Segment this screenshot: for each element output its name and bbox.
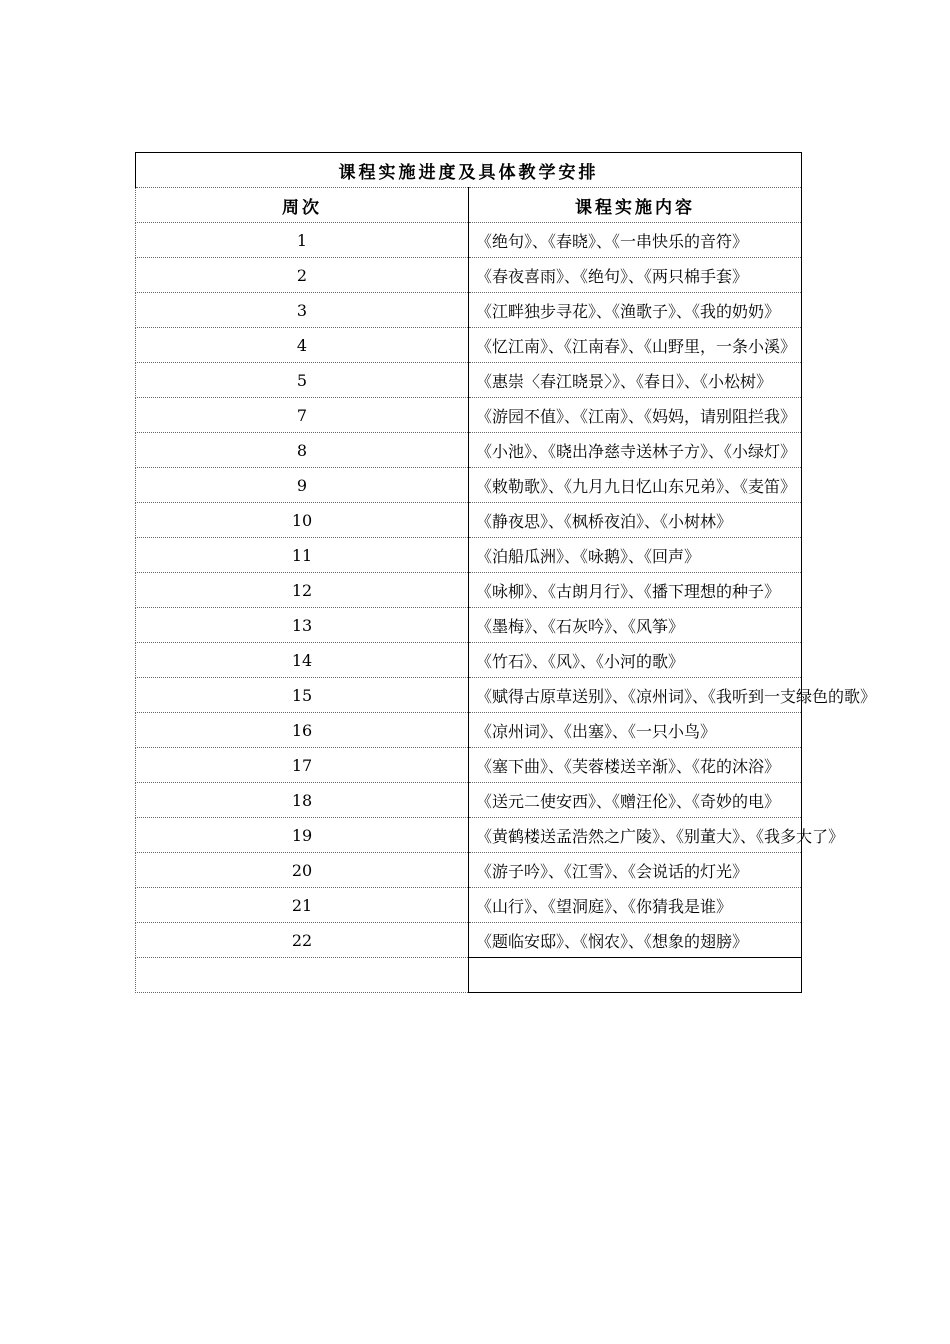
table-row — [136, 258, 802, 293]
schedule-table — [135, 152, 877, 993]
content-cell: 《赋得古原草送别》、《凉州词》、《我听到一支绿色的歌》 — [469, 678, 802, 713]
week-cell: 10 — [136, 503, 469, 538]
content-cell: 《竹石》、《风》、《小河的歌》 — [469, 643, 802, 678]
table-row — [136, 398, 802, 433]
content-cell: 《凉州词》、《出塞》、《一只小鸟》 — [469, 713, 802, 748]
table-row — [136, 748, 802, 783]
table-row — [136, 328, 802, 363]
table-row — [136, 818, 802, 853]
table-row — [136, 958, 802, 993]
week-cell: 5 — [136, 363, 469, 398]
table-row — [136, 853, 802, 888]
table-row — [136, 678, 802, 713]
table-row — [136, 468, 802, 503]
content-cell: 《送元二使安西》、《赠汪伦》、《奇妙的电》 — [469, 783, 802, 818]
week-cell: 2 — [136, 258, 469, 293]
content-cell: 《惠崇〈春江晓景〉》、《春日》、《小松树》 — [469, 363, 802, 398]
table-row — [136, 503, 802, 538]
table-title-row — [136, 153, 802, 188]
week-cell: 19 — [136, 818, 469, 853]
content-cell: 《静夜思》、《枫桥夜泊》、《小树林》 — [469, 503, 802, 538]
week-cell: 22 — [136, 923, 469, 958]
table-header-row — [136, 188, 802, 223]
week-cell: 16 — [136, 713, 469, 748]
week-cell: 17 — [136, 748, 469, 783]
content-cell: 《山行》、《望洞庭》、《你猜我是谁》 — [469, 888, 802, 923]
table-row — [136, 923, 802, 958]
table-row — [136, 608, 802, 643]
content-cell: 《咏柳》、《古朗月行》、《播下理想的种子》 — [469, 573, 802, 608]
content-cell — [469, 958, 802, 993]
week-cell: 11 — [136, 538, 469, 573]
week-cell: 15 — [136, 678, 469, 713]
header-week: 周次 — [136, 188, 469, 223]
week-cell: 14 — [136, 643, 469, 678]
content-cell: 《忆江南》、《江南春》、《山野里，一条小溪》 — [469, 328, 802, 363]
week-cell: 3 — [136, 293, 469, 328]
table-row — [136, 363, 802, 398]
table-row — [136, 223, 802, 258]
table-row — [136, 433, 802, 468]
content-cell: 《黄鹤楼送孟浩然之广陵》、《别董大》、《我多大了》 — [469, 818, 802, 853]
week-cell: 9 — [136, 468, 469, 503]
content-cell: 《敕勒歌》、《九月九日忆山东兄弟》、《麦笛》 — [469, 468, 802, 503]
content-cell: 《泊船瓜洲》、《咏鹅》、《回声》 — [469, 538, 802, 573]
table-row — [136, 888, 802, 923]
table-row — [136, 538, 802, 573]
content-cell: 《游子吟》、《江雪》、《会说话的灯光》 — [469, 853, 802, 888]
week-cell: 13 — [136, 608, 469, 643]
week-cell: 1 — [136, 223, 469, 258]
table-row — [136, 293, 802, 328]
table-row — [136, 713, 802, 748]
content-cell: 《墨梅》、《石灰吟》、《风筝》 — [469, 608, 802, 643]
week-cell: 20 — [136, 853, 469, 888]
table-row — [136, 573, 802, 608]
week-cell: 8 — [136, 433, 469, 468]
week-cell: 4 — [136, 328, 469, 363]
week-cell: 12 — [136, 573, 469, 608]
content-cell: 《春夜喜雨》、《绝句》、《两只棉手套》 — [469, 258, 802, 293]
week-cell: 18 — [136, 783, 469, 818]
content-cell: 《游园不值》、《江南》、《妈妈，请别阻拦我》 — [469, 398, 802, 433]
content-cell: 《江畔独步寻花》、《渔歌子》、《我的奶奶》 — [469, 293, 802, 328]
header-content: 课程实施内容 — [469, 188, 802, 223]
week-cell: 21 — [136, 888, 469, 923]
content-cell: 《题临安邸》、《悯农》、《想象的翅膀》 — [469, 923, 802, 958]
table-row — [136, 783, 802, 818]
content-cell: 《绝句》、《春晓》、《一串快乐的音符》 — [469, 223, 802, 258]
week-cell — [136, 958, 469, 993]
table-row — [136, 643, 802, 678]
content-cell: 《塞下曲》、《芙蓉楼送辛渐》、《花的沐浴》 — [469, 748, 802, 783]
week-cell: 7 — [136, 398, 469, 433]
table-title: 课程实施进度及具体教学安排 — [136, 153, 802, 188]
content-cell: 《小池》、《晓出净慈寺送林子方》、《小绿灯》 — [469, 433, 802, 468]
